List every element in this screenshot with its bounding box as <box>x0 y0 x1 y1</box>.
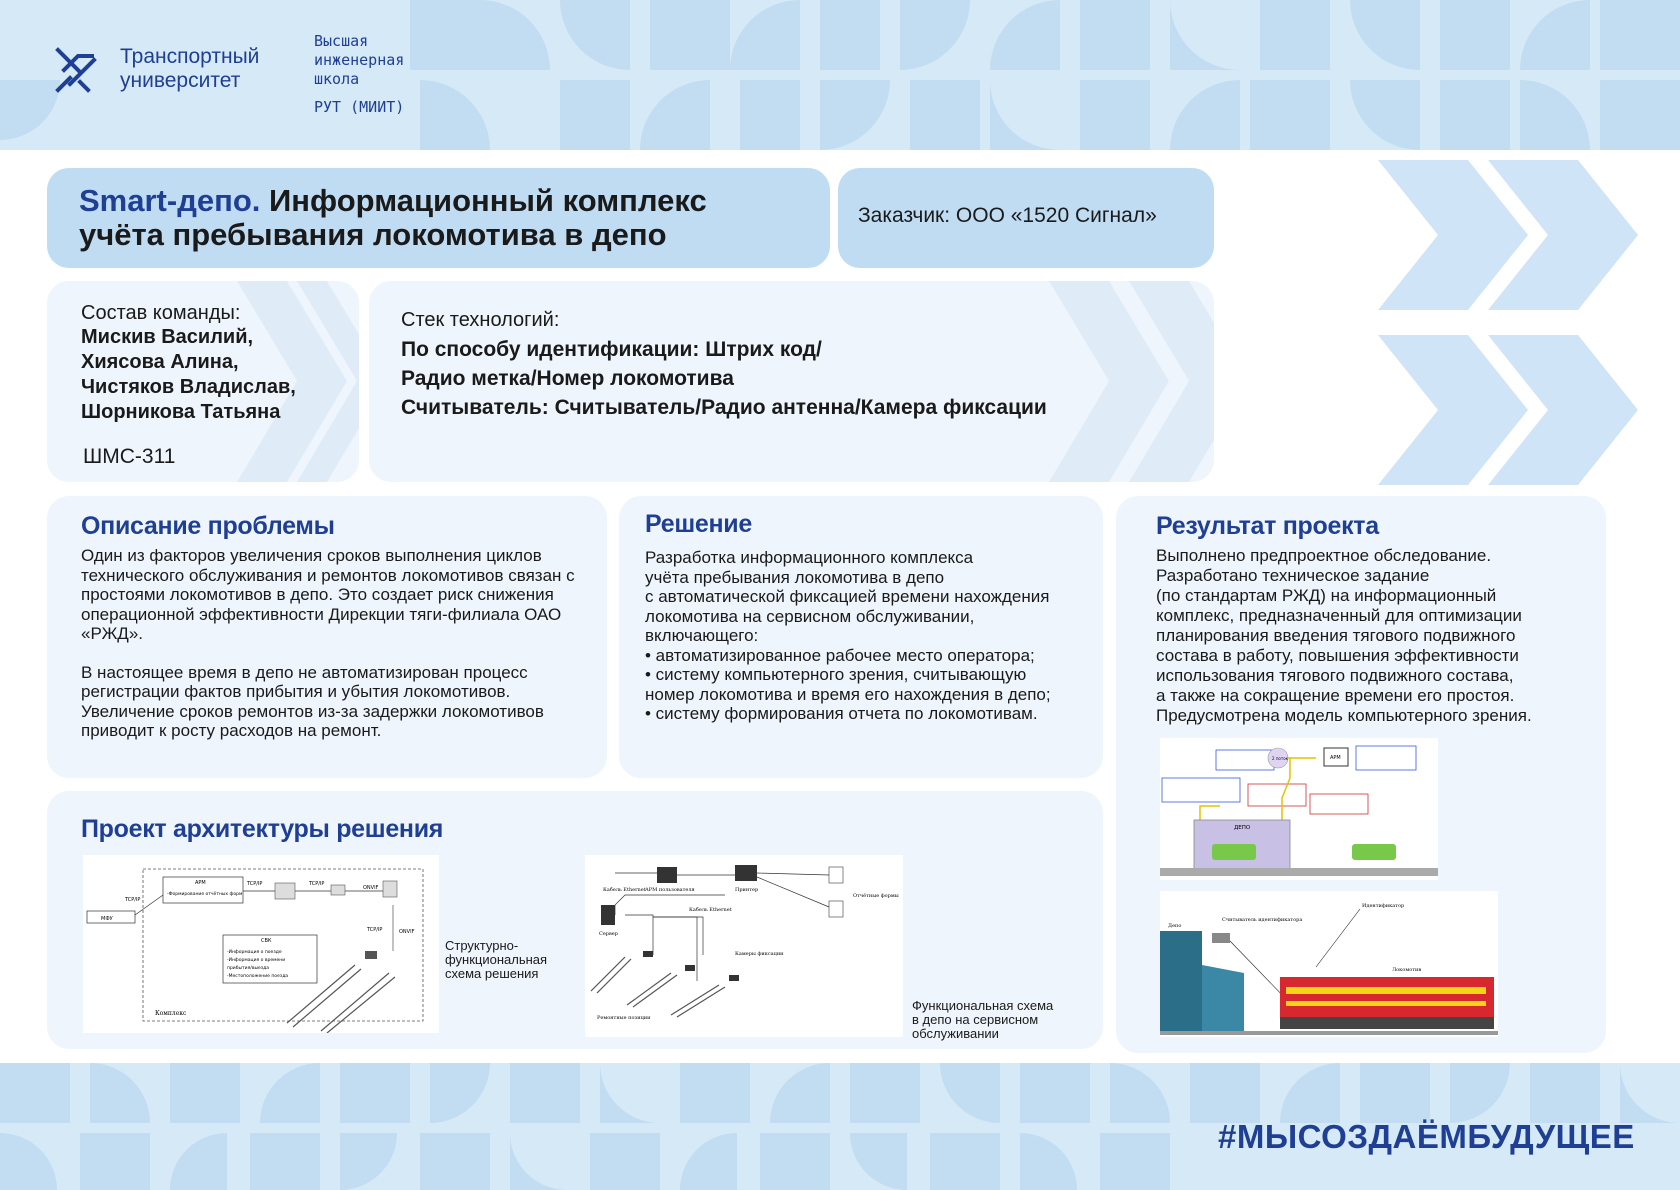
solution-line: • автоматизированное рабочее место оператора; <box>645 645 1035 665</box>
result-title: Результат проекта <box>1156 512 1379 540</box>
result-line: (по стандартам РЖД) на информационный <box>1156 586 1497 605</box>
architecture-panel <box>47 791 1103 1049</box>
team-member: Хиясова Алина, <box>81 351 239 373</box>
fig-label: Идентификатор <box>1362 903 1405 909</box>
problem-panel <box>47 496 607 778</box>
solution-line: Разработка информационного комплекса <box>645 548 974 567</box>
fig-label: Кабель Ethernet <box>603 887 646 893</box>
project-title-panel <box>47 168 830 268</box>
depot-layout-figure <box>1160 738 1438 880</box>
fig-label: -Местоположение поезда <box>227 974 289 979</box>
fig-label: TCP/IP <box>247 881 263 887</box>
fig-label: 2 поток <box>1272 756 1289 761</box>
fig-label: Камеры фиксации <box>735 951 784 957</box>
functional-scheme-diagram <box>585 855 903 1037</box>
result-panel <box>1116 496 1606 1053</box>
fig-label: Локомотив <box>1392 967 1422 973</box>
university-name-line1: Транспортный <box>120 45 260 68</box>
school-abbr: РУТ (МИИТ) <box>314 98 405 116</box>
solution-line: • систему формирования отчета по локомотивам. <box>645 704 1038 723</box>
university-name-line2: университет <box>120 69 241 92</box>
fig-label: TCP/IP <box>309 881 325 887</box>
fig-label: Принтер <box>735 887 759 893</box>
project-title <box>79 184 707 252</box>
caption-line: Функциональная схема <box>912 998 1054 1013</box>
problem-paragraph: Один из факторов увеличения сроков выполнения циклов технического обслуживания и ремонтов локомотивов связан с простоями локомотивов в депо. Это создает риск снижения операционной эффективности Дирекции тяги-филиала ОАО «РЖД». <box>81 546 575 643</box>
fig-label: Комплекс <box>155 1010 187 1017</box>
solution-line: локомотива на сервисном обслуживании, <box>645 606 975 626</box>
school-line3: школа <box>314 70 360 88</box>
stack-label: Стек технологий: <box>401 309 560 331</box>
fig-label: Ремонтные позиции <box>597 1015 651 1021</box>
functional-scheme-figure <box>585 855 903 1037</box>
result-line: Выполнено предпроектное обследование. <box>1156 546 1492 565</box>
fig-label: TCP/IP <box>367 927 383 933</box>
solution-panel <box>619 496 1103 778</box>
fig-label: -Формирование отчётных форм <box>167 892 243 897</box>
school-line2: инженерная <box>314 51 405 69</box>
result-line: Разработано техническое задание <box>1156 566 1430 585</box>
result-line: а также на сокращение времени его простоя. <box>1156 686 1515 705</box>
stack-lines <box>401 335 1047 422</box>
fig-label: -Информация о поезде <box>227 950 282 955</box>
structural-scheme-caption <box>445 939 547 981</box>
locomotive-identification-diagram <box>1160 891 1498 1037</box>
caption-line: схема решения <box>445 966 539 981</box>
solution-line: номер локомотива и время его нахождения в депо; <box>645 684 1051 704</box>
result-line: Предусмотрена модель компьютерного зрения. <box>1156 706 1532 725</box>
title-line2: учёта пребывания локомотива в депо <box>79 217 667 252</box>
caption-line: функциональная <box>445 952 548 967</box>
solution-line: • систему компьютерного зрения, считывающую <box>645 665 1027 684</box>
structural-scheme-figure <box>83 855 439 1033</box>
team-members <box>81 325 296 425</box>
problem-paragraph: В настоящее время в депо не автоматизирован процесс регистрации фактов прибытия и убытия локомотивов. Увеличение сроков ремонтов из-за задержки локомотивов приводит к росту расходов на ремонт. <box>81 662 544 740</box>
depot-layout-diagram <box>1160 738 1438 880</box>
fig-label: СВК <box>261 938 272 944</box>
school-logo <box>314 32 404 117</box>
fig-label: Отчётные формы <box>853 893 899 899</box>
fig-label: АРМ <box>195 880 206 886</box>
caption-line: Структурно- <box>445 938 519 953</box>
result-line: планирования введения тягового подвижного <box>1156 626 1516 645</box>
fig-label: TCP/IP <box>125 897 141 903</box>
university-name <box>120 45 259 93</box>
fig-label: -Информация о времени <box>227 958 286 963</box>
title-rest: Информационный комплекс <box>260 183 707 218</box>
fig-label: ONVIF <box>363 885 379 891</box>
problem-text <box>81 546 586 741</box>
functional-scheme-caption <box>912 999 1053 1041</box>
solution-title: Решение <box>645 510 752 538</box>
university-logo-icon <box>54 44 104 94</box>
chevron-decoration-icon <box>1049 281 1214 482</box>
result-line: состава в работу, повышения эффективности <box>1156 646 1519 665</box>
tech-stack-panel <box>369 281 1214 482</box>
team-member: Чистяков Владислав, <box>81 376 296 398</box>
structural-scheme-diagram <box>83 855 439 1033</box>
fig-label: Считыватель идентификатора <box>1222 917 1303 923</box>
chevron-decoration-icon <box>1378 160 1678 485</box>
fig-label: прибытия/выезда <box>227 966 270 971</box>
title-accent: Smart-депо. <box>79 183 261 218</box>
caption-line: в депо на сервисном <box>912 1012 1039 1027</box>
team-label: Состав команды: <box>81 302 241 324</box>
solution-text <box>645 548 1095 724</box>
locomotive-identification-figure <box>1160 891 1498 1037</box>
caption-line: обслуживании <box>912 1026 999 1041</box>
fig-label: Депо <box>1168 923 1182 929</box>
fig-label: МФУ <box>101 916 113 922</box>
school-line1: Высшая <box>314 32 369 50</box>
result-line: использования тягового подвижного состава, <box>1156 666 1514 685</box>
stack-line: Считыватель: Считыватель/Радио антенна/Камера фиксации <box>401 396 1047 419</box>
stack-line: Радио метка/Номер локомотива <box>401 367 734 390</box>
problem-title: Описание проблемы <box>81 512 335 540</box>
solution-line: включающего: <box>645 626 759 645</box>
fig-label: ONVIF <box>399 929 415 935</box>
fig-label: Сервер <box>599 931 618 937</box>
team-member: Шорникова Татьяна <box>81 401 281 423</box>
team-group: ШМС-311 <box>83 445 176 468</box>
customer-text: Заказчик: ООО «1520 Сигнал» <box>858 204 1157 227</box>
university-logo <box>54 44 259 94</box>
team-panel <box>47 281 359 482</box>
fig-label: АРМ пользователя <box>645 887 695 893</box>
architecture-title: Проект архитектуры решения <box>81 815 444 843</box>
campaign-hashtag: #МЫСОЗДАЁМБУДУЩЕЕ <box>1218 1118 1635 1155</box>
fig-label: ДЕПО <box>1234 825 1251 831</box>
stack-line: По способу идентификации: Штрих код/ <box>401 338 822 361</box>
result-line: комплекс, предназначенный для оптимизации <box>1156 606 1522 625</box>
fig-label: Кабель Ethernet <box>689 907 732 913</box>
solution-line: учёта пребывания локомотива в депо <box>645 567 945 587</box>
customer-panel <box>838 168 1214 268</box>
solution-line: с автоматической фиксацией времени нахождения <box>645 587 1050 606</box>
fig-label: АРМ <box>1330 755 1341 761</box>
result-text <box>1156 546 1601 726</box>
team-member: Мискив Василий, <box>81 326 254 348</box>
